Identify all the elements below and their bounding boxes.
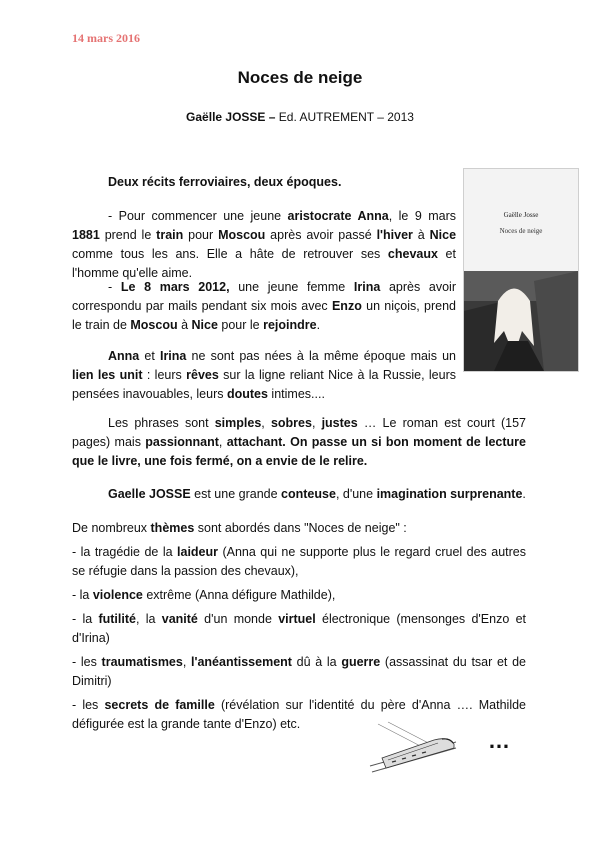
- author-dash: –: [265, 110, 279, 124]
- book-cover-image: [463, 168, 579, 372]
- cover-photo: [464, 271, 578, 371]
- cover-title: Noces de neige: [499, 227, 543, 235]
- intro-paragraph: Deux récits ferroviaires, deux époques.: [108, 175, 342, 189]
- author-line: [0, 110, 600, 124]
- train-illustration: [368, 720, 458, 781]
- date: 14 mars 2016: [72, 31, 140, 45]
- paragraph-link: Anna et Irina ne sont pas nées à la même époque mais un lien les unit : leurs rêves sur la ligne reliant Nice à la Russie, leurs pensées inavouables, leurs doutes intimes....: [72, 349, 457, 401]
- themes-list: [72, 543, 526, 734]
- paragraph-irina: - Le 8 mars 2012, une jeune femme Irina après avoir correspondu par mails pendant six mois avec Enzo un niçois, prend le train de Moscou à Nice pour le rejoindre.: [72, 280, 456, 332]
- train-icon: [368, 720, 458, 776]
- author-name: Gaëlle JOSSE: [186, 110, 266, 124]
- page-title: Noces de neige: [237, 68, 363, 87]
- paragraph-style: Les phrases sont simples, sobres, justes … Le roman est court (157 pages) mais passionnant, attachant. On passe un si bon moment de lecture que le livre, une fois fermé, on a envie de le relire.: [72, 416, 527, 468]
- publisher: Ed. AUTREMENT – 2013: [278, 110, 414, 124]
- cover-author: Gaëlle Josse: [503, 211, 539, 219]
- list-item: - la tragédie de la laideur (Anna qui ne supporte plus le regard cruel des autres se réfugie dans la passion des chevaux),: [72, 545, 526, 578]
- list-item: - la futilité, la vanité d'un monde virtuel électronique (mensonges d'Enzo et d'Irina): [72, 612, 526, 645]
- paragraph-anna: - Pour commencer une jeune aristocrate Anna, le 9 mars 1881 prend le train pour Moscou après avoir passé l'hiver à Nice comme tous les ans. Elle a hâte de retrouver ses chevaux et l'homme qu'elle aime.: [72, 209, 457, 280]
- list-item: - les secrets de famille (révélation sur l'identité du père d'Anna …. Mathilde défigurée est la grande tante d'Enzo) etc.: [72, 698, 527, 731]
- list-item: - les traumatismes, l'anéantissement dû à la guerre (assassinat du tsar et de Dimitri): [72, 655, 527, 688]
- paragraph-themes-intro: De nombreux thèmes sont abordés dans "Noces de neige" :: [72, 521, 407, 535]
- paragraph-author: Gaelle JOSSE est une grande conteuse, d'une imagination surprenante.: [108, 487, 526, 501]
- list-item: - la violence extrême (Anna défigure Mathilde),: [72, 588, 336, 602]
- ellipsis: …: [488, 728, 512, 753]
